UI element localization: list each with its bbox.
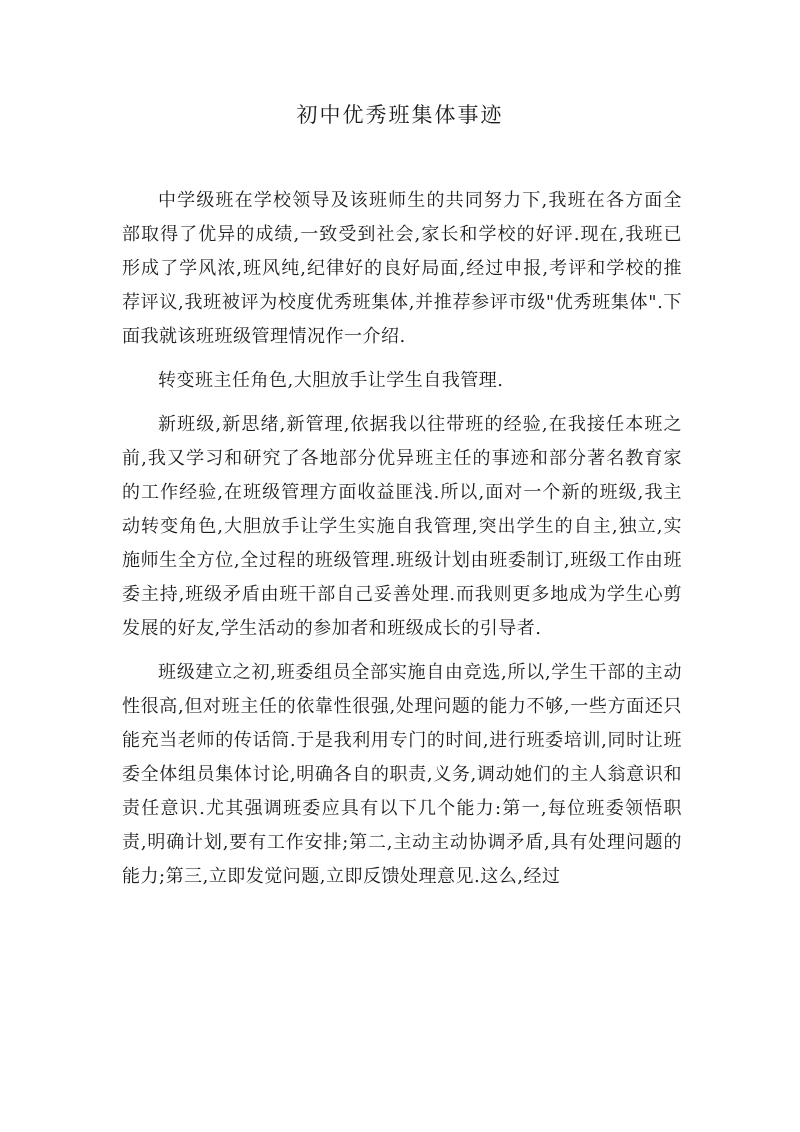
document-title: 初中优秀班集体事迹 <box>296 103 504 127</box>
paragraph-class-committee: 班级建立之初,班委组员全部实施自由竞选,所以,学生干部的主动性很高,但对班主任的依靠性很强,处理问题的能力不够,一些方面还只能充当老师的传话筒.于是我利用专门的时间,进行班委培训,同时让班委全体组员集体讨论,明确各自的职责,义务,调动她们的主人翁意识和责任意识.尤其强调班委应具有以下几个能力:第一,每位班委领悟职责,明确计划,要有工作安排;第二,主动主动协调矛盾,具有处理问题的能力;第三,立即发觉问题,立即反馈处理意见.这么,经过 <box>122 662 682 887</box>
paragraph-heading-role-change: 转变班主任角色,大胆放手让学生自我管理. <box>158 370 504 391</box>
paragraph-intro: 中学级班在学校领导及该班师生的共同努力下,我班在各方面全部取得了优异的成绩,一致受到社会,家长和学校的好评.现在,我班已形成了学风浓,班风纯,纪律好的良好局面,经过申报,考评和学校的推荐评议,我班被评为校度优秀班集体,并推荐参评市级"优秀班集体".下面我就该班班级管理情况作一介绍. <box>122 190 682 347</box>
paragraph-new-class: 新班级,新思绪,新管理,依据我以往带班的经验,在我接任本班之前,我又学习和研究了各地部分优异班主任的事迹和部分著名教育家的工作经验,在班级管理方面收益匪浅.所以,面对一个新的班级,我主动转变角色,大胆放手让学生实施自我管理,突出学生的自主,独立,实施师生全方位,全过程的班级管理.班级计划由班委制订,班级工作由班委主持,班级矛盾由班干部自己妥善处理.而我则更多地成为学生心剪发展的好友,学生活动的参加者和班级成长的引导者. <box>122 414 682 639</box>
document-body <box>122 184 682 904</box>
